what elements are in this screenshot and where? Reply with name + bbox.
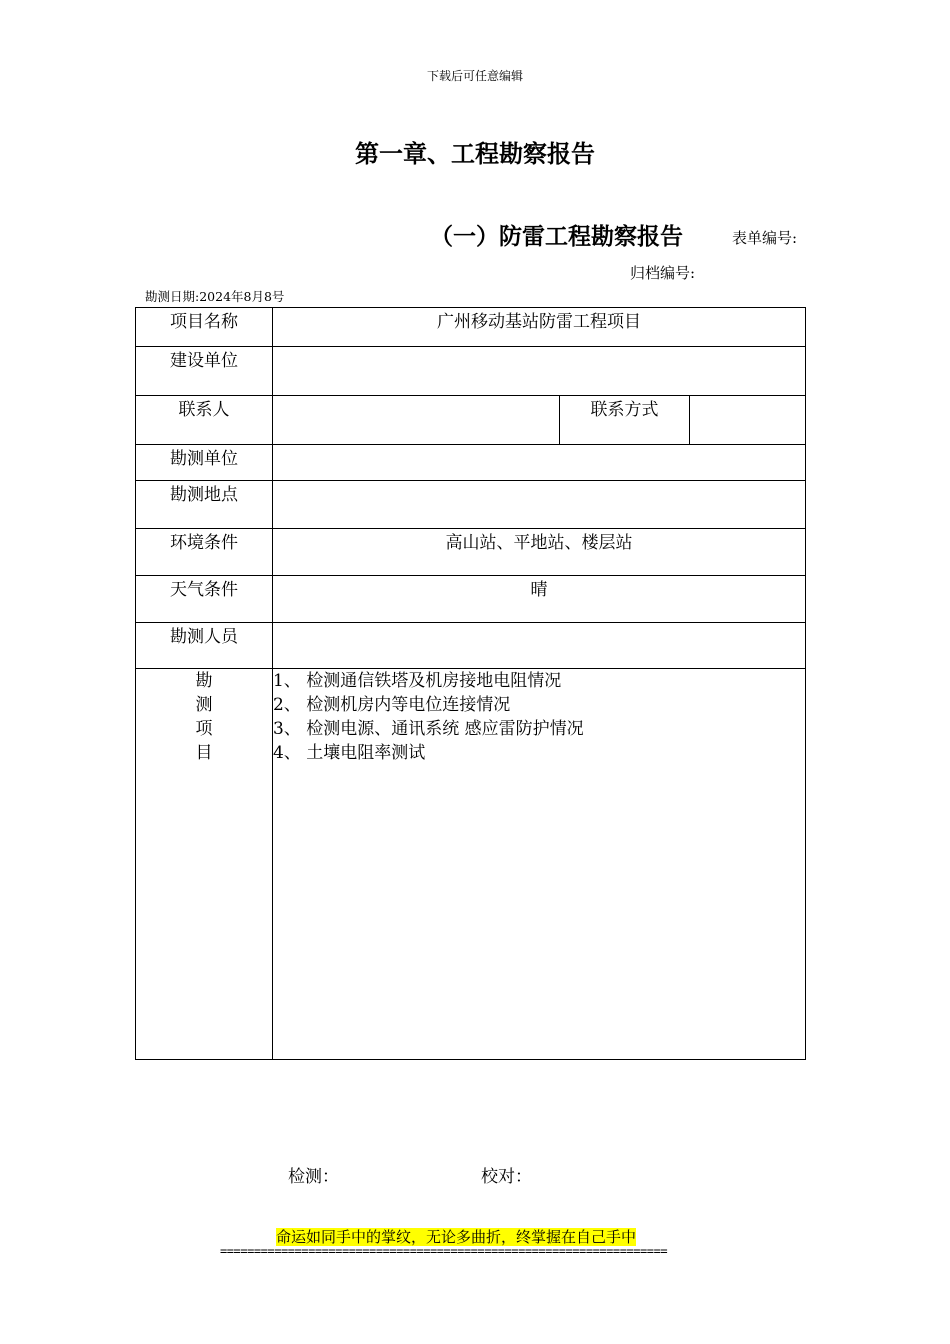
- weather-value[interactable]: 晴: [273, 576, 806, 623]
- survey-unit-label: 勘测单位: [136, 445, 273, 481]
- weather-label: 天气条件: [136, 576, 273, 623]
- builder-value[interactable]: [273, 347, 806, 396]
- survey-site-label: 勘测地点: [136, 481, 273, 529]
- contact-label: 联系人: [136, 396, 273, 445]
- motto-highlight: 命运如同手中的掌纹，无论多曲折，终掌握在自己手中: [276, 1228, 637, 1246]
- project-name-value[interactable]: 广州移动基站防雷工程项目: [273, 308, 806, 347]
- contact-method-label: 联系方式: [560, 396, 690, 445]
- environment-label: 环境条件: [136, 529, 273, 576]
- contact-value[interactable]: [273, 396, 560, 445]
- survey-item: 2、 检测机房内等电位连接情况: [273, 695, 511, 715]
- survey-item: 1、 检测通信铁塔及机房接地电阻情况: [273, 671, 562, 691]
- survey-table: [135, 307, 806, 1060]
- survey-item: 4、 土壤电阻率测试: [273, 743, 426, 763]
- survey-items-label: [136, 669, 273, 1060]
- survey-site-value[interactable]: [273, 481, 806, 529]
- survey-unit-value[interactable]: [273, 445, 806, 481]
- builder-label: 建设单位: [136, 347, 273, 396]
- project-name-label: 项目名称: [136, 308, 273, 347]
- archive-number-label: 归档编号:: [630, 264, 696, 282]
- divider-line: ==================================================================: [220, 1244, 668, 1258]
- survey-items-label-char: 勘: [195, 671, 213, 691]
- chapter-title: 第一章、工程勘察报告: [355, 140, 595, 168]
- staff-label: 勘测人员: [136, 623, 273, 669]
- check-signature-label: 检测：: [288, 1167, 339, 1187]
- survey-date: 勘测日期:2024年8月8号: [145, 289, 285, 304]
- staff-value[interactable]: [273, 623, 806, 669]
- survey-items-label-char: 测: [195, 695, 213, 715]
- contact-method-value[interactable]: [690, 396, 806, 445]
- form-number-label: 表单编号:: [732, 229, 798, 247]
- section-title: （一）防雷工程勘察报告: [430, 224, 683, 250]
- environment-value[interactable]: 高山站、平地站、楼层站: [273, 529, 806, 576]
- proofread-signature-label: 校对：: [481, 1167, 532, 1187]
- survey-items-list[interactable]: [273, 669, 806, 1060]
- survey-items-label-char: 目: [195, 743, 213, 763]
- survey-items-label-char: 项: [195, 719, 213, 739]
- survey-item: 3、 检测电源、通讯系统 感应雷防护情况: [273, 719, 584, 739]
- header-note: 下载后可任意编辑: [426, 69, 523, 83]
